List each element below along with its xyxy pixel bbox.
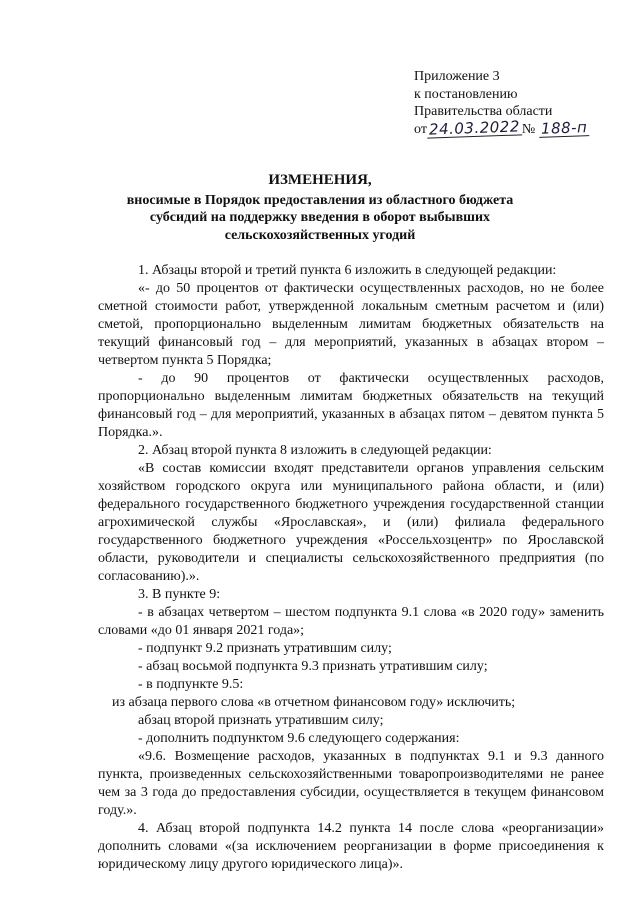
handwritten-number: 188-п xyxy=(540,117,588,138)
paragraph: - абзац восьмой подпункта 9.3 признать утратившим силу; xyxy=(138,659,488,674)
paragraph: 2. Абзац второй пункта 8 изложить в следующей редакции: xyxy=(138,443,492,458)
appendix-block xyxy=(414,68,589,138)
paragraph: из абзаца первого слова «в отчетном финансовом году» исключить; xyxy=(112,695,516,710)
paragraph: - подпункт 9.2 признать утратившим силу; xyxy=(138,641,392,656)
paragraph: «- до 50 процентов от фактически осуществленных расходов, но не более сметной стоимости работ, утвержденной локальным сметным расчетом и (или) сметой, пропорционально выделенным лимитам бюджетных обязательств на текущий финансовый год – для мероприятий, указанных в абзацах втором – четвертом пункта 5 Порядка; xyxy=(98,281,604,368)
paragraph: «9.6. Возмещение расходов, указанных в подпунктах 9.1 и 9.3 данного пункта, произведенных сельскохозяйственными товаропроизводителями не ранее чем за 3 года до предоставления субсидии, осуществляется в текущем финансовом году.». xyxy=(98,749,604,818)
paragraph: - в подпункте 9.5: xyxy=(138,677,244,692)
paragraph: - в абзацах четвертом – шестом подпункта 9.1 слова «в 2020 году» заменить словами «до 01 января 2021 года»; xyxy=(98,605,604,638)
title-subtitle: вносимые в Порядок предоставления из областного бюджета субсидий на поддержку введения в оборот выбывших сельскохозяйственных угодий xyxy=(126,192,514,243)
appendix-date-line xyxy=(414,116,589,139)
number-prefix: № xyxy=(521,121,536,137)
paragraph: - до 90 процентов от фактически осуществленных расходов, пропорционально выделенным лимитам бюджетных обязательств на текущий финансовый год – для мероприятий, указанных в абзацах пятом – девятом пункта 5 Порядка.». xyxy=(98,371,604,440)
paragraph: абзац второй признать утратившим силу; xyxy=(138,713,384,728)
document-body xyxy=(98,262,604,874)
paragraph: - дополнить подпунктом 9.6 следующего содержания: xyxy=(138,731,460,746)
paragraph: 3. В пункте 9: xyxy=(138,587,221,602)
paragraph: 1. Абзацы второй и третий пункта 6 изложить в следующей редакции: xyxy=(138,263,557,278)
paragraph: «В состав комиссии входят представители органов управления сельским хозяйством городского округа или муниципального района области, и (или) федерального государственного бюджетного учреждения государственной станции агрохимической службы «Ярославская», и (или) филиала федерального государственного бюджетного учреждения «Россельхозцентр» по Ярославской области, руководители и специалисты сельскохозяйственного предприятия (по согласованию).». xyxy=(98,461,604,584)
appendix-line: к постановлению xyxy=(414,86,518,102)
handwritten-date: 24.03.2022 xyxy=(428,116,521,139)
paragraph: 4. Абзац второй подпункта 14.2 пункта 14 после слова «реорганизации» дополнить словами «(за исключением реорганизации в форме присоединения к юридическому лицу другого юридического лица)». xyxy=(98,821,604,872)
date-prefix: от xyxy=(414,121,427,137)
appendix-line: Приложение 3 xyxy=(414,69,500,84)
appendix-line: Правительства области xyxy=(414,104,553,119)
document-title xyxy=(100,172,540,244)
title-heading: ИЗМЕНЕНИЯ, xyxy=(268,172,372,188)
